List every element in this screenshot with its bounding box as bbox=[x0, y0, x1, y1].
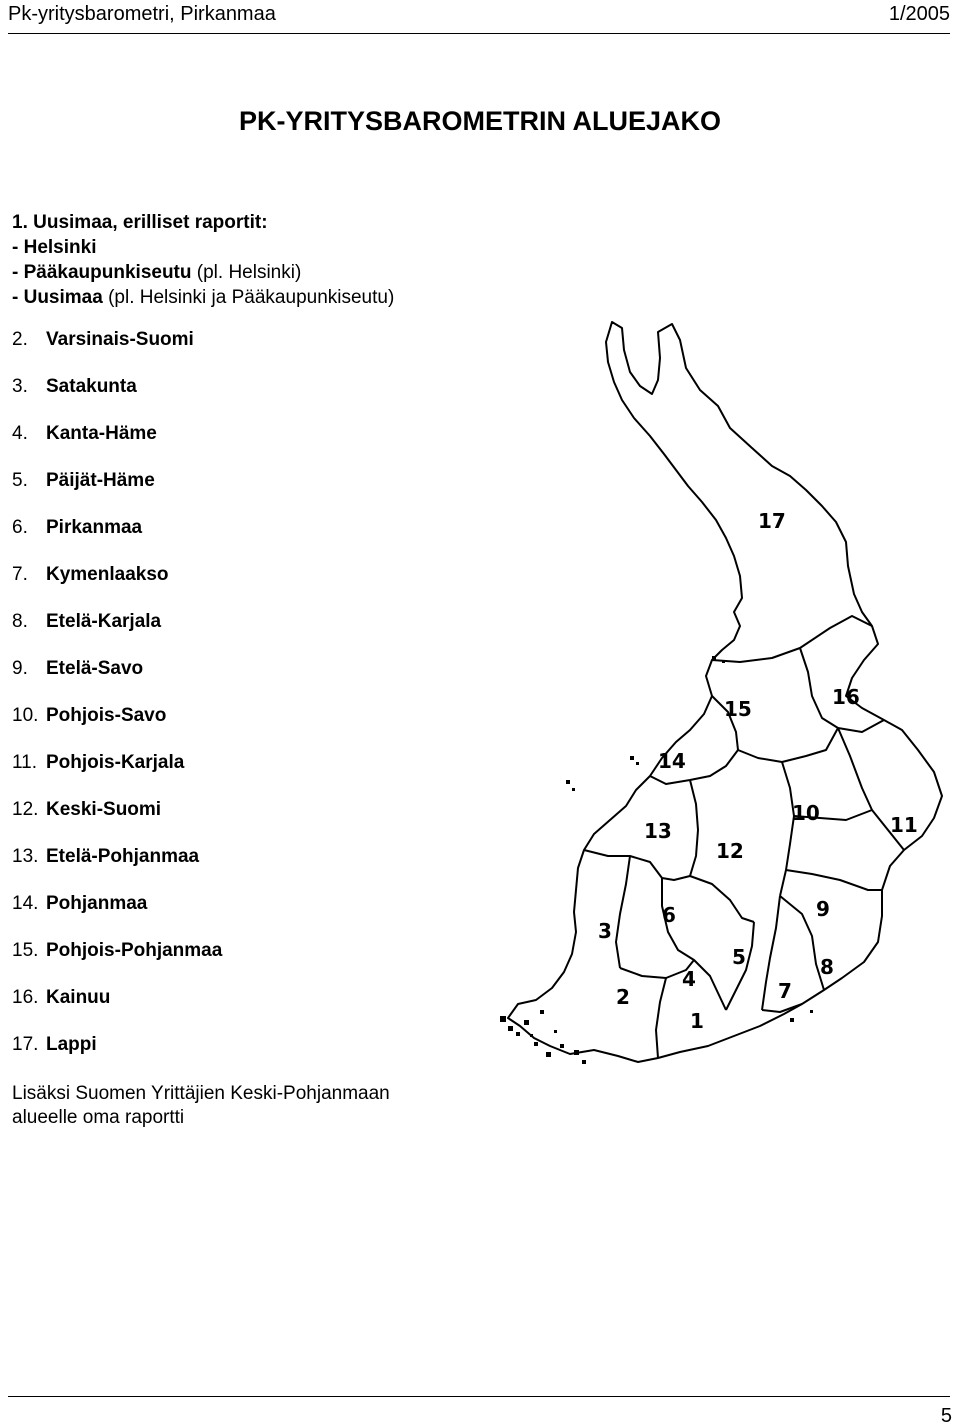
region-name: Lappi bbox=[46, 1034, 97, 1055]
region-item bbox=[12, 564, 169, 586]
region-item bbox=[12, 1034, 97, 1056]
region-item bbox=[12, 470, 155, 492]
map-label-6: 6 bbox=[662, 903, 676, 927]
header-issue: 1/2005 bbox=[888, 3, 950, 25]
region-item bbox=[12, 517, 142, 539]
page-title: PK-YRITYSBAROMETRIN ALUEJAKO bbox=[238, 106, 722, 136]
region-name: Etelä-Karjala bbox=[46, 611, 162, 632]
map-label-11: 11 bbox=[890, 813, 918, 837]
note-text bbox=[12, 1082, 390, 1130]
region-item bbox=[12, 423, 157, 445]
sub3-paren: (pl. Helsinki ja Pääkaupunkiseutu) bbox=[102, 287, 395, 308]
map-label-5: 5 bbox=[732, 945, 746, 969]
map-label-1: 1 bbox=[690, 1009, 704, 1033]
region-number: 16. bbox=[12, 987, 39, 1008]
footer-rule bbox=[8, 1396, 950, 1397]
note-line: Lisäksi Suomen Yrittäjien Keski-Pohjanmaan bbox=[12, 1083, 390, 1104]
finland-region-map bbox=[490, 310, 960, 1070]
map-label-15: 15 bbox=[724, 697, 752, 721]
region-number: 13. bbox=[12, 846, 39, 867]
region-name: Pohjois-Pohjanmaa bbox=[46, 940, 223, 961]
region-number: 11. bbox=[12, 752, 38, 773]
region-name: Kanta-Häme bbox=[46, 423, 157, 444]
note-line: alueelle oma raportti bbox=[12, 1107, 185, 1128]
region-name: Pirkanmaa bbox=[46, 517, 143, 538]
map-label-17: 17 bbox=[758, 509, 786, 533]
region-name: Pohjois-Savo bbox=[46, 705, 167, 726]
region-number: 6. bbox=[12, 517, 28, 538]
region-name: Satakunta bbox=[46, 376, 137, 397]
uusimaa-sub-paakaupunkiseutu bbox=[12, 260, 394, 285]
page-header bbox=[8, 0, 950, 34]
region-item bbox=[12, 658, 143, 680]
region-name: Kymenlaakso bbox=[46, 564, 169, 585]
page-number: 5 bbox=[940, 1405, 952, 1427]
map-label-13: 13 bbox=[644, 819, 672, 843]
map-label-7: 7 bbox=[778, 979, 792, 1003]
region-item bbox=[12, 846, 199, 868]
region-name: Keski-Suomi bbox=[46, 799, 162, 820]
region-name: Päijät-Häme bbox=[46, 470, 155, 491]
region-number: 9. bbox=[12, 658, 28, 679]
region-item bbox=[12, 376, 137, 398]
uusimaa-sub-helsinki: - Helsinki bbox=[12, 237, 97, 258]
map-label-14: 14 bbox=[658, 749, 686, 773]
region-number: 4. bbox=[12, 423, 28, 444]
header-rule bbox=[8, 33, 950, 34]
archipelago-islands bbox=[500, 656, 813, 1064]
region-number: 2. bbox=[12, 329, 28, 350]
region-number: 17. bbox=[12, 1034, 39, 1055]
sub3-bold: - Uusimaa bbox=[12, 287, 103, 308]
region-item bbox=[12, 611, 161, 633]
map-label-2: 2 bbox=[616, 985, 630, 1009]
region-item bbox=[12, 940, 222, 962]
region-item bbox=[12, 752, 184, 774]
region-number: 12. bbox=[12, 799, 39, 820]
region-item bbox=[12, 329, 194, 351]
uusimaa-sub-uusimaa bbox=[12, 285, 394, 310]
region-name: Pohjanmaa bbox=[46, 893, 148, 914]
map-label-12: 12 bbox=[716, 839, 744, 863]
map-label-4: 4 bbox=[682, 967, 696, 991]
region-number: 3. bbox=[12, 376, 28, 397]
map-outline bbox=[508, 322, 942, 1062]
region-number: 7. bbox=[12, 564, 28, 585]
region-item bbox=[12, 893, 147, 915]
region-item bbox=[12, 705, 166, 727]
map-label-9: 9 bbox=[816, 897, 830, 921]
region-number: 5. bbox=[12, 470, 28, 491]
map-label-3: 3 bbox=[598, 919, 612, 943]
map-label-10: 10 bbox=[792, 801, 820, 825]
region-item bbox=[12, 799, 161, 821]
region-name: Pohjois-Karjala bbox=[46, 752, 185, 773]
region-number: 10. bbox=[12, 705, 39, 726]
region-name: Varsinais-Suomi bbox=[46, 329, 194, 350]
header-document-title: Pk-yritysbarometri, Pirkanmaa bbox=[8, 3, 276, 25]
region-number: 14. bbox=[12, 893, 39, 914]
region-item bbox=[12, 987, 110, 1009]
uusimaa-heading: 1. Uusimaa, erilliset raportit: bbox=[12, 212, 268, 233]
region-name: Etelä-Pohjanmaa bbox=[46, 846, 200, 867]
region-name: Etelä-Savo bbox=[46, 658, 144, 679]
map-label-8: 8 bbox=[820, 955, 834, 979]
region-number: 8. bbox=[12, 611, 28, 632]
region-name: Kainuu bbox=[46, 987, 111, 1008]
region-number: 15. bbox=[12, 940, 39, 961]
sub2-bold: - Pääkaupunkiseutu bbox=[12, 262, 192, 283]
sub2-paren: (pl. Helsinki) bbox=[191, 262, 302, 283]
uusimaa-section bbox=[12, 210, 394, 310]
map-label-16: 16 bbox=[832, 685, 860, 709]
